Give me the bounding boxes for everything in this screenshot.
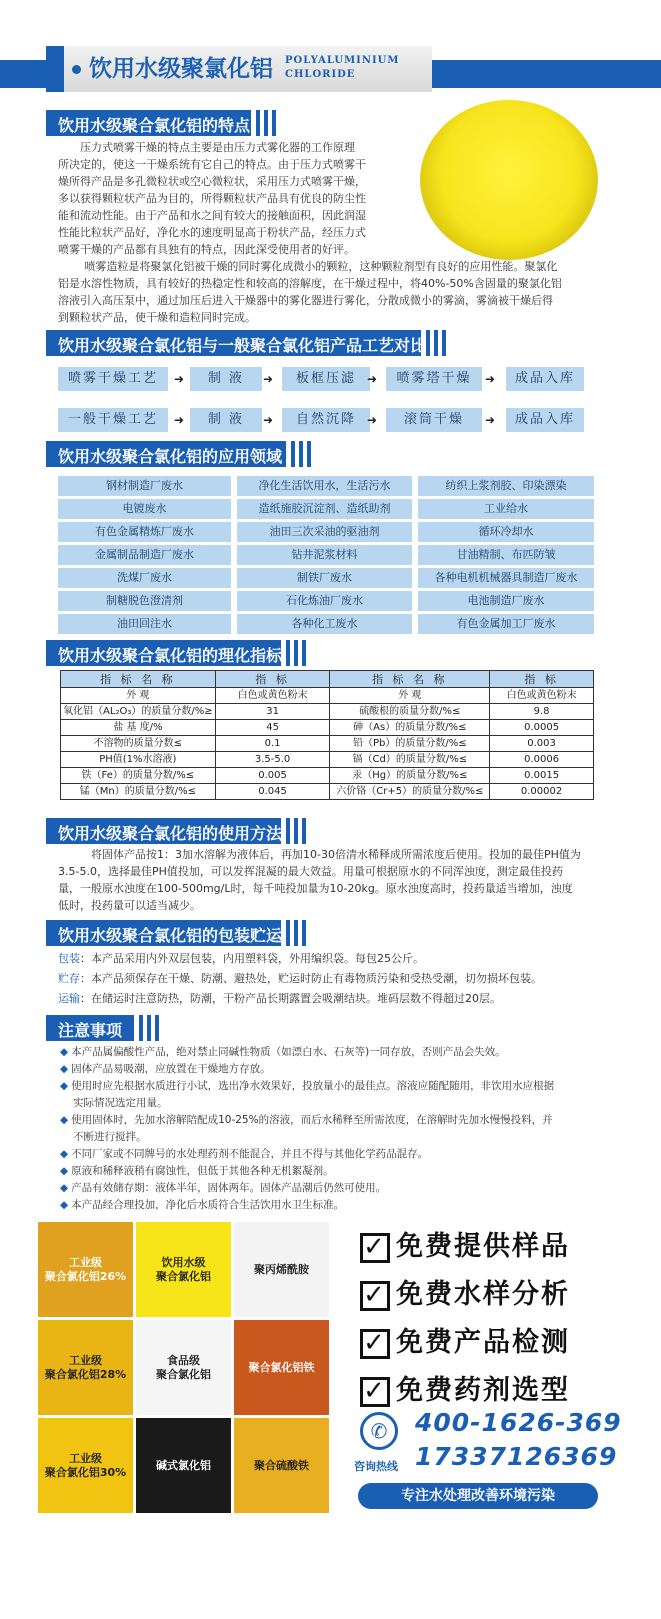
table-cell: 0.005 bbox=[215, 768, 330, 784]
note-item bbox=[60, 1044, 600, 1060]
note-text: 不断进行搅拌。 bbox=[73, 1131, 147, 1143]
application-item: 循环冷却水 bbox=[418, 522, 594, 542]
application-item: 油田三次采油的驱油剂 bbox=[237, 522, 412, 542]
section-specs-heading: 饮用水级聚合氯化铝的理化指标 bbox=[46, 640, 281, 666]
table-cell: 外 观 bbox=[61, 688, 216, 704]
table-cell: 铅（Pb）的质量分数/%≤ bbox=[330, 736, 490, 752]
flow1-step: 制 液 bbox=[190, 367, 262, 391]
checkbox-check-icon: ✓ bbox=[360, 1377, 390, 1407]
header-bar-right bbox=[430, 60, 661, 88]
packing-item bbox=[58, 970, 542, 987]
arrow-right-icon: ➜ bbox=[485, 413, 496, 427]
table-row bbox=[61, 704, 594, 720]
table-header-cell: 指 标 名 称 bbox=[330, 671, 490, 688]
table-cell: 0.0015 bbox=[490, 768, 594, 784]
bullet-diamond-icon: ◆ bbox=[60, 1148, 69, 1160]
note-text: 使用时应先根据水质进行小试，选出净水效果好，投放量小的最佳点。溶液应随配随用，非饮用水应根据 bbox=[71, 1080, 555, 1092]
note-text: 不同厂家或不同牌号的水处理药剂不能混合，并且不得与其他化学药品混存。 bbox=[71, 1148, 429, 1160]
promo-item bbox=[360, 1224, 570, 1263]
arrow-right-icon: ➜ bbox=[174, 372, 185, 386]
table-cell: 0.0005 bbox=[490, 720, 594, 736]
promo-text: 免费提供样品 bbox=[396, 1231, 570, 1262]
product-photo-plate bbox=[420, 100, 598, 260]
text-line: 能和流动性能。由于产品和水之间有较大的接触面积，因此润湿 bbox=[58, 209, 366, 222]
text-line: 多以获得颗粒状产品为目的，所得颗粒状产品具有优良的防尘性 bbox=[58, 192, 366, 205]
table-cell: 铁（Fe）的质量分数/%≤ bbox=[61, 768, 216, 784]
application-item: 钢材制造厂废水 bbox=[58, 476, 231, 496]
table-cell: 0.0006 bbox=[490, 752, 594, 768]
table-cell: 镉（Cd）的质量分数/%≤ bbox=[330, 752, 490, 768]
application-item: 制铁厂废水 bbox=[237, 568, 412, 588]
table-cell: 0.00002 bbox=[490, 784, 594, 800]
page-title: 饮用水级聚氯化铝 bbox=[72, 50, 273, 83]
table-row bbox=[61, 752, 594, 768]
section-usage-heading: 饮用水级聚合氯化铝的使用方法 bbox=[46, 818, 281, 844]
note-item bbox=[60, 1061, 600, 1077]
note-item bbox=[60, 1078, 600, 1094]
table-cell: 六价铬（Cr+5）的质量分数/%≤ bbox=[330, 784, 490, 800]
text-line: 燥所得产品是多孔微粒状或空心微粒状，采用压力式喷雾干燥， bbox=[58, 175, 366, 188]
table-cell: PH值(1%水溶液) bbox=[61, 752, 216, 768]
table-cell: 汞（Hg）的质量分数/%≤ bbox=[330, 768, 490, 784]
text-line: 性能比粒状产品好，净化水的速度明显高于粉状产品，经压力式 bbox=[58, 226, 366, 239]
table-cell: 0.045 bbox=[215, 784, 330, 800]
section-apps-heading: 饮用水级聚合氯化铝的应用领域 bbox=[46, 441, 286, 467]
application-item: 制糖脱色澄清剂 bbox=[58, 591, 231, 611]
application-item: 甘油精制、布匹防皱 bbox=[418, 545, 594, 565]
text-line: 到颗粒状产品，使干燥和造粒同时完成。 bbox=[58, 311, 256, 324]
text-line: 将固体产品按1：3加水溶解为液体后，再加10-30倍清水稀释成所需浓度后使用。投加的最佳PH值为 bbox=[91, 848, 581, 861]
promo-item bbox=[360, 1320, 570, 1359]
slogan-banner: 专注水处理改善环境污染 bbox=[358, 1483, 598, 1509]
flow2-step: 一般干燥工艺 bbox=[58, 408, 168, 432]
checkbox-check-icon: ✓ bbox=[360, 1233, 390, 1263]
table-cell: 硫酸根的质量分数/%≤ bbox=[330, 704, 490, 720]
application-item: 洗煤厂废水 bbox=[58, 568, 231, 588]
packing-value: ：在储运时注意防热，防潮，干粉产品长期露置会吸潮结块。堆码层数不得超过20层。 bbox=[80, 992, 501, 1005]
application-item: 造纸施胶沉淀剂、造纸助剂 bbox=[237, 499, 412, 519]
text-line: 量，一般原水浊度在100-500mg/L时，每千吨投加量为10-20kg。原水浊度高时，投药量适当增加，浊度 bbox=[58, 882, 573, 895]
packing-item bbox=[58, 990, 501, 1007]
note-text: 原液和稀释液稍有腐蚀性，但低于其他各种无机絮凝剂。 bbox=[71, 1165, 334, 1177]
table-cell: 31 bbox=[215, 704, 330, 720]
application-item: 工业给水 bbox=[418, 499, 594, 519]
application-item: 净化生活饮用水，生活污水 bbox=[237, 476, 412, 496]
features-paragraph-2 bbox=[58, 258, 603, 326]
text-line: 3.5-5.0，选择最佳PH值投加，可以发挥混凝的最大效益。用量可根据原水的不同浑浊度，测定最佳投药 bbox=[58, 865, 563, 878]
note-text: 实际情况选定用量。 bbox=[73, 1097, 168, 1109]
bullet-diamond-icon: ◆ bbox=[60, 1063, 69, 1075]
product-tile: 工业级 聚合氯化铝28% bbox=[38, 1320, 133, 1415]
table-cell: 不溶物的质量分数≤ bbox=[61, 736, 216, 752]
bullet-diamond-icon: ◆ bbox=[60, 1080, 69, 1092]
flow2-step: 制 液 bbox=[190, 408, 262, 432]
specs-table bbox=[60, 670, 594, 800]
product-tile: 饮用水级 聚合氯化铝 bbox=[136, 1222, 231, 1317]
packing-key: 贮存 bbox=[58, 972, 80, 985]
note-text: 本产品经合理投加，净化后水质符合生活饮用水卫生标准。 bbox=[71, 1199, 345, 1211]
features-paragraph-1 bbox=[58, 139, 418, 258]
note-text: 固体产品易吸潮，应放置在干燥地方存放。 bbox=[71, 1063, 271, 1075]
table-cell: 氧化铝（AL₂O₃）的质量分数/%≥ bbox=[61, 704, 216, 720]
flow2-step: 成品入库 bbox=[506, 408, 584, 432]
flow2-step: 滚筒干燥 bbox=[386, 408, 482, 432]
note-item bbox=[60, 1112, 600, 1128]
usage-paragraph bbox=[58, 846, 603, 914]
note-item bbox=[60, 1146, 600, 1162]
product-tile: 工业级 聚合氯化铝30% bbox=[38, 1418, 133, 1513]
table-cell: 45 bbox=[215, 720, 330, 736]
flow2-step: 自然沉降 bbox=[282, 408, 370, 432]
product-tile: 碱式氯化铝 bbox=[136, 1418, 231, 1513]
packing-item bbox=[58, 950, 424, 967]
application-item: 有色金属精炼厂废水 bbox=[58, 522, 231, 542]
note-item bbox=[60, 1095, 600, 1111]
table-row bbox=[61, 688, 594, 704]
application-item: 有色金属加工厂废水 bbox=[418, 614, 594, 634]
section-compare-heading: 饮用水级聚合氯化铝与一般聚合氯化铝产品工艺对比 bbox=[46, 330, 421, 356]
table-row bbox=[61, 736, 594, 752]
promo-item bbox=[360, 1368, 570, 1407]
application-item: 金属制品制造厂废水 bbox=[58, 545, 231, 565]
note-item bbox=[60, 1163, 600, 1179]
packing-value: ：本产品须保存在干燥、防潮、避热处，贮运时防止有毒物质污染和受热受潮，切勿损坏包装。 bbox=[80, 972, 542, 985]
packing-key: 包装 bbox=[58, 952, 80, 965]
note-item bbox=[60, 1180, 600, 1196]
arrow-right-icon: ➜ bbox=[263, 372, 274, 386]
application-item: 各种化工废水 bbox=[237, 614, 412, 634]
bullet-diamond-icon: ◆ bbox=[60, 1046, 69, 1058]
application-item: 电池制造厂废水 bbox=[418, 591, 594, 611]
text-line: 喷雾干燥的产品都有具独有的特点，因此深受使用者的好评。 bbox=[58, 243, 355, 256]
text-line: 溶液引入高压泵中，通过加压后进入干燥器中的雾化器进行雾化，分散成微小的雾滴，雾滴被干燥后得 bbox=[58, 294, 553, 307]
arrow-right-icon: ➜ bbox=[174, 413, 185, 427]
phone-icon: ✆ bbox=[360, 1412, 398, 1450]
bullet-diamond-icon: ◆ bbox=[60, 1114, 69, 1126]
checkbox-check-icon: ✓ bbox=[360, 1281, 390, 1311]
application-item: 纺织上浆剂胶、印染漂染 bbox=[418, 476, 594, 496]
table-header-cell: 指 标 bbox=[215, 671, 330, 688]
table-row bbox=[61, 784, 594, 800]
hotline-phone-2[interactable]: 17337126369 bbox=[415, 1442, 618, 1471]
application-item: 钻井泥浆材料 bbox=[237, 545, 412, 565]
table-cell: 白色或黄色粉末 bbox=[215, 688, 330, 704]
table-cell: 砷（As）的质量分数/%≤ bbox=[330, 720, 490, 736]
flow1-step: 板框压滤 bbox=[282, 367, 370, 391]
table-row bbox=[61, 768, 594, 784]
bullet-dot-icon bbox=[72, 65, 81, 74]
bullet-diamond-icon: ◆ bbox=[60, 1165, 69, 1177]
note-text: 使用固体时，先加水溶解陪配成10-25%的溶液，而后水稀释至所需浓度，在溶解时先加水慢慢投料，并 bbox=[71, 1114, 553, 1126]
text-line: 喷雾造粒是将聚氯化铝被干燥的同时雾化成微小的颗粒，这种颗粒剂型有良好的应用性能。聚氯化 bbox=[84, 260, 558, 273]
arrow-right-icon: ➜ bbox=[367, 372, 378, 386]
section-notes-heading: 注意事项 bbox=[46, 1015, 134, 1041]
application-item: 石化炼油厂废水 bbox=[237, 591, 412, 611]
flow1-step: 成品入库 bbox=[506, 367, 584, 391]
application-item: 电镀废水 bbox=[58, 499, 231, 519]
note-text: 本产品属偏酸性产品，绝对禁止同碱性物质（如漂白水、石灰等)一同存放，否则产品会失效。 bbox=[71, 1046, 506, 1058]
table-cell: 3.5-5.0 bbox=[215, 752, 330, 768]
text-line: 所决定的，使这一干燥系统有它自己的特点。由于压力式喷雾干 bbox=[58, 158, 366, 171]
flow1-step: 喷雾干燥工艺 bbox=[58, 367, 168, 391]
note-item bbox=[60, 1129, 600, 1145]
arrow-right-icon: ➜ bbox=[485, 372, 496, 386]
table-row bbox=[61, 720, 594, 736]
application-item: 各种电机机械器具制造厂废水 bbox=[418, 568, 594, 588]
table-cell: 白色或黄色粉末 bbox=[490, 688, 594, 704]
note-item bbox=[60, 1197, 600, 1213]
product-tile: 聚丙烯酰胺 bbox=[234, 1222, 329, 1317]
table-cell: 0.1 bbox=[215, 736, 330, 752]
promo-text: 免费药剂选型 bbox=[396, 1375, 570, 1406]
table-cell: 9.8 bbox=[490, 704, 594, 720]
table-header-cell: 指 标 名 称 bbox=[61, 671, 216, 688]
packing-key: 运输 bbox=[58, 992, 80, 1005]
promo-text: 免费水样分析 bbox=[396, 1279, 570, 1310]
header-bar-left bbox=[0, 60, 52, 88]
product-tile: 工业级 聚合氯化铝26% bbox=[38, 1222, 133, 1317]
note-text: 产品有效储存期：液体半年，固体两年。固体产品潮后仍然可使用。 bbox=[71, 1182, 387, 1194]
promo-text: 免费产品检测 bbox=[396, 1327, 570, 1358]
arrow-right-icon: ➜ bbox=[367, 413, 378, 427]
section-features-heading: 饮用水级聚合氯化铝的特点 bbox=[46, 110, 251, 136]
application-item: 油田回注水 bbox=[58, 614, 231, 634]
bullet-diamond-icon: ◆ bbox=[60, 1182, 69, 1194]
table-cell: 外 观 bbox=[330, 688, 490, 704]
hotline-phone-1[interactable]: 400-1626-369 bbox=[415, 1408, 622, 1437]
table-cell: 0.003 bbox=[490, 736, 594, 752]
table-header-cell: 指 标 bbox=[490, 671, 594, 688]
bullet-diamond-icon: ◆ bbox=[60, 1199, 69, 1211]
page-title-en: POLYALUMINIUM CHLORIDE bbox=[285, 55, 400, 80]
text-line: 铝是水溶性物质，具有较好的热稳定性和较高的溶解度，在干燥过程中，将40%-50%含固量的聚氯化铝 bbox=[58, 277, 562, 290]
flow1-step: 喷雾塔干燥 bbox=[386, 367, 482, 391]
checkbox-check-icon: ✓ bbox=[360, 1329, 390, 1359]
text-line: 压力式喷雾干燥的特点主要是由压力式雾化器的工作原理 bbox=[80, 141, 355, 154]
table-cell: 盐 基 度/% bbox=[61, 720, 216, 736]
hotline-label: 咨询热线 bbox=[354, 1460, 398, 1473]
product-tile: 聚合氯化铝铁 bbox=[234, 1320, 329, 1415]
product-tile: 聚合硫酸铁 bbox=[234, 1418, 329, 1513]
table-cell: 锰（Mn）的质量分数/%≤ bbox=[61, 784, 216, 800]
promo-item bbox=[360, 1272, 570, 1311]
text-line: 低时，投药量可以适当减少。 bbox=[58, 899, 201, 912]
product-tile: 食品级 聚合氯化铝 bbox=[136, 1320, 231, 1415]
section-packing-heading: 饮用水级聚合氯化铝的包装贮运 bbox=[46, 920, 281, 946]
arrow-right-icon: ➜ bbox=[263, 413, 274, 427]
packing-value: ：本产品采用内外双层包装，内用塑料袋，外用编织袋。每包25公斤。 bbox=[80, 952, 424, 965]
